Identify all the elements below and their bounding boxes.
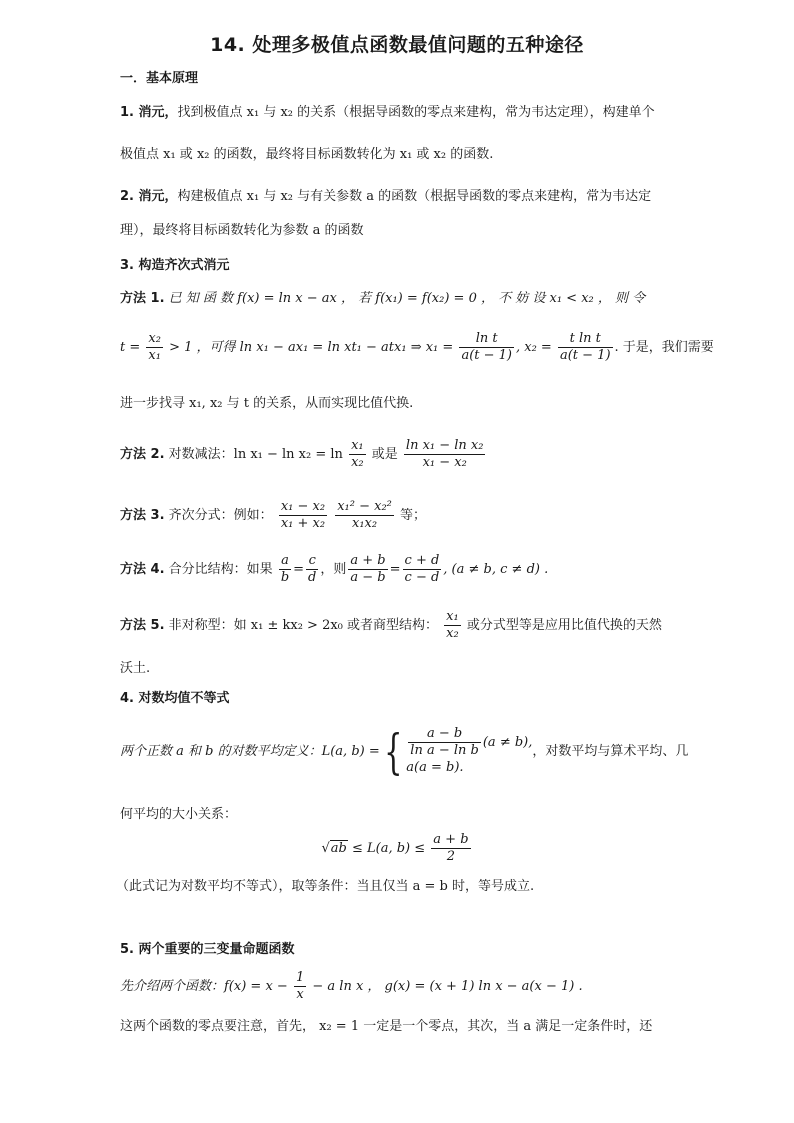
fraction-a-b: [279, 553, 291, 586]
inequality-middle: ≤ L(a, b) ≤: [351, 841, 426, 856]
method-1-line-2: [120, 331, 714, 364]
method-1-text: 已 知 函 数 f(x) = ln x − ax ， 若 f(x₁) = f(x₂) = 0 ， 不 妨 设 x₁ < x₂ ， 则 令: [168, 291, 646, 306]
fraction-numerator: 1: [295, 970, 305, 985]
fraction-numerator: x₁: [351, 438, 364, 453]
log-mean-text-end: ，对数平均与算术平均、几: [532, 744, 689, 759]
fraction-sum-diff-cd: [403, 553, 442, 586]
method-4: [120, 553, 676, 586]
fraction-numerator: a + b: [350, 553, 386, 568]
sqrt-radicand: ab: [330, 841, 347, 856]
fraction-numerator: ln t: [459, 331, 514, 348]
fraction-denominator: x₂: [446, 626, 459, 641]
paragraph-4-line-3: （此式记为对数平均不等式），取等条件：当且仅当 a = b 时，等号成立.: [116, 879, 535, 894]
case-1-condition: (a ≠ b),: [482, 735, 533, 750]
method-4-condition: , (a ≠ b, c ≠ d) .: [443, 562, 549, 577]
fraction-denominator: c − d: [404, 570, 440, 585]
fraction-numerator: a: [279, 553, 291, 570]
method-3: [120, 499, 676, 532]
paragraph-3-heading: 3. 构造齐次式消元: [120, 258, 230, 273]
section-heading: 一．基本原理: [120, 71, 199, 86]
case-1: [406, 726, 532, 759]
method-2: [120, 438, 676, 471]
paragraph-1-label: 1. 消元，: [120, 105, 178, 120]
fraction-denominator: ln a − ln b: [410, 743, 479, 758]
paragraph-2-line-1: [120, 188, 676, 206]
fraction-numerator: c + d: [404, 553, 440, 568]
method-1-x2-def: , x₂ =: [515, 340, 552, 355]
fraction-log-mean: [408, 726, 481, 759]
paragraph-2-line-2: 理），最终将目标函数转化为参数 a 的函数: [120, 223, 364, 238]
fraction-numerator: x₁: [446, 609, 459, 624]
method-3-text: 齐次分式：例如：: [168, 508, 273, 523]
log-mean-text: 两个正数 a 和 b 的对数平均定义：L(a, b) =: [120, 744, 380, 759]
method-2-or: 或是: [371, 447, 398, 462]
paragraph-5-line-2: 这两个函数的零点要注意，首先， x₂ = 1 一定是一个零点，其次，当 a 满足一定条件时，还: [120, 1019, 653, 1034]
paragraph-1-text: 找到极值点 x₁ 与 x₂ 的关系（根据导函数的零点来建构，常为韦达定理），构建单个: [177, 105, 655, 120]
equals-sign: =: [293, 562, 305, 577]
fraction-denominator: b: [280, 570, 290, 585]
paragraph-4-heading: 4. 对数均值不等式: [120, 691, 230, 706]
fraction-one-over-x: [294, 970, 306, 1003]
method-1-line-3: 进一步找寻 x₁, x₂ 与 t 的关系，从而实现比值代换.: [120, 396, 414, 411]
fraction-denominator: x₁ − x₂: [422, 455, 467, 470]
fraction-t: [146, 331, 163, 364]
method-2-label: 方法 2.: [120, 447, 165, 462]
fraction-log-diff: [404, 438, 486, 471]
fraction-x2: [558, 331, 613, 364]
fraction-sum-diff-ab: [348, 553, 387, 586]
fraction-homog-1: [279, 499, 327, 532]
fraction-numerator: a − b: [408, 726, 481, 743]
fraction-homog-2: [335, 499, 394, 532]
method-3-etc: 等；: [400, 508, 427, 523]
page-title: 14. 处理多极值点函数最值问题的五种途径: [210, 34, 584, 56]
method-4-then: ，则: [320, 562, 347, 577]
paragraph-2-text: 构建极值点 x₁ 与 x₂ 与有关参数 a 的函数（根据导函数的零点来建构，常为韦达定: [177, 189, 652, 204]
fraction-denominator: 2: [446, 849, 456, 864]
method-5-label: 方法 5.: [120, 618, 165, 633]
fraction-denominator: a − b: [350, 570, 386, 585]
fraction-denominator: x: [296, 987, 304, 1002]
fraction-denominator: a(t − 1): [559, 348, 611, 363]
method-1-label: 方法 1.: [120, 291, 165, 306]
equals-sign: =: [389, 562, 401, 577]
fraction-denominator: x₂: [351, 455, 364, 470]
method-1-t-def: t =: [120, 340, 141, 355]
paragraph-4-line-2: 何平均的大小关系：: [120, 807, 238, 822]
method-4-text: 合分比结构：如果: [168, 562, 273, 577]
fraction-c-d: [306, 553, 318, 586]
fraction-denominator: x₁: [148, 348, 161, 363]
paragraph-5-text: 先介绍两个函数：f(x) = x −: [120, 979, 288, 994]
left-brace: {: [383, 723, 403, 780]
fraction-numerator: ln x₁ − ln x₂: [405, 438, 484, 453]
fraction-numerator: x₁ − x₂: [280, 499, 326, 514]
paragraph-1-line-1: [120, 104, 676, 122]
fraction-denominator: x₁x₂: [351, 516, 378, 531]
method-5-line-1: [120, 609, 676, 642]
fraction-denominator: x₁ + x₂: [280, 516, 326, 531]
fraction-denominator: d: [308, 570, 317, 585]
fraction-arith-mean: [431, 832, 470, 865]
method-1-derivation: > 1 ，可得 ln x₁ − ax₁ = ln xt₁ − atx₁ ⇒ x₁ =: [169, 340, 454, 355]
case-2: a(a = b).: [406, 760, 464, 775]
fraction-numerator: t ln t: [558, 331, 613, 348]
method-1-line-1: [120, 290, 676, 308]
method-2-text: 对数减法：ln x₁ − ln x₂ = ln: [168, 447, 343, 462]
method-3-label: 方法 3.: [120, 508, 165, 523]
fraction-log: [349, 438, 366, 471]
sqrt-symbol: √: [321, 841, 330, 856]
log-mean-definition: [120, 723, 689, 780]
fraction-numerator: a + b: [433, 832, 469, 847]
piecewise-cases: [406, 726, 532, 777]
log-mean-inequality: [0, 832, 794, 865]
method-5-text-end: 或分式型等是应用比值代换的天然: [466, 618, 662, 633]
paragraph-1-line-2: 极值点 x₁ 或 x₂ 的函数，最终将目标函数转化为 x₁ 或 x₂ 的函数.: [120, 147, 494, 162]
fraction-numerator: c: [306, 553, 318, 570]
method-1-conclusion: . 于是，我们需要: [614, 340, 714, 355]
paragraph-5-text-end: − a ln x ， g(x) = (x + 1) ln x − a(x − 1) .: [312, 979, 583, 994]
method-4-label: 方法 4.: [120, 562, 165, 577]
method-5-line-2: 沃土.: [120, 661, 151, 676]
paragraph-5-line-1: [120, 970, 676, 1003]
paragraph-2-label: 2. 消元，: [120, 189, 178, 204]
fraction-denominator: a(t − 1): [461, 348, 512, 363]
paragraph-5-heading: 5. 两个重要的三变量命题函数: [120, 942, 295, 957]
method-5-text: 非对称型：如 x₁ ± kx₂ > 2x₀ 或者商型结构：: [168, 618, 439, 633]
fraction-numerator: x₁² − x₂²: [337, 499, 392, 514]
fraction-ratio: [444, 609, 461, 642]
fraction-x1: [459, 331, 514, 364]
fraction-numerator: x₂: [148, 331, 161, 346]
